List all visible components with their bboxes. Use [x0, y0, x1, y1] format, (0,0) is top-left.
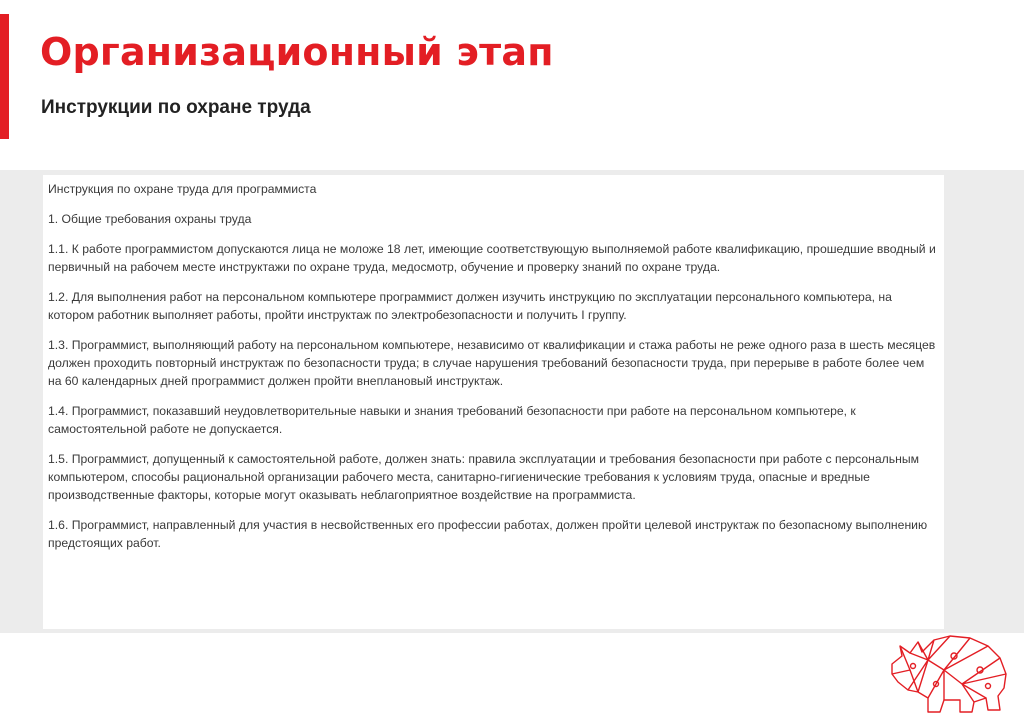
slide-subtitle: Инструкции по охране труда: [41, 97, 311, 118]
rhino-logo-icon: [888, 626, 1012, 714]
paragraph-1-3: 1.3. Программист, выполняющий работу на персональном компьютере, независимо от квалификации и стажа работы не реже одного раза в шесть месяцев должен проходить повторный инструктаж по безопасности труда; в случае нарушения требований безопасности труда, при перерыве в работе более чем на 60 календарных дней программист должен пройти внеплановый инструктаж.: [48, 338, 936, 388]
accent-bar: [0, 14, 9, 139]
document-image: [43, 175, 944, 629]
paragraph-1-6: 1.6. Программист, направленный для участия в несвойственных его профессии работах, должен пройти целевой инструктаж по безопасному выполнению предстоящих работ.: [48, 518, 928, 550]
paragraph-1-2: 1.2. Для выполнения работ на персональном компьютере программист должен изучить инструкцию по эксплуатации персонального компьютера, на котором работник выполняет работы, пройти инструктаж по электробезопасности и получить I группу.: [48, 290, 892, 322]
paragraph-1-1: 1.1. К работе программистом допускаются лица не моложе 18 лет, имеющие соответствующую выполняемой работе квалификацию, прошедшие вводный и первичный на рабочем месте инструктажи по охране труда, медосмотр, обучение и проверку знаний по охране труда.: [48, 242, 936, 274]
paragraph-1-5: 1.5. Программист, допущенный к самостоятельной работе, должен знать: правила эксплуатации и требования безопасности при работе с персональным компьютером, способы рациональной организации рабочего места, санитарно-гигиенические требования к условиям труда, опасные и вредные производственные факторы, которые могут оказывать неблагоприятное воздействие на программиста.: [48, 452, 919, 502]
document-heading: Инструкция по охране труда для программиста: [48, 182, 317, 196]
document-section-title: 1. Общие требования охраны труда: [48, 212, 252, 226]
paragraph-1-4: 1.4. Программист, показавший неудовлетворительные навыки и знания требований безопасности при работе на персональном компьютере, к самостоятельной работе не допускается.: [48, 404, 856, 436]
slide-title: Организационный этап: [40, 30, 554, 74]
